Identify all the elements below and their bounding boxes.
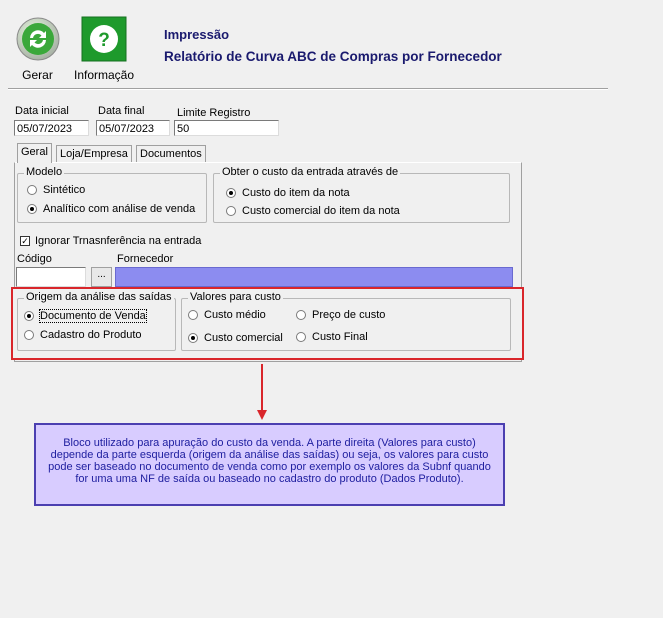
fornecedor-label: Fornecedor: [117, 253, 174, 265]
checkmark-icon: ✓: [21, 236, 29, 246]
refresh-icon: [15, 16, 61, 62]
custo-comercial-label: Custo comercial: [204, 332, 283, 344]
report-title: Relatório de Curva ABC de Compras por Fornecedor: [164, 49, 502, 64]
modelo-sintetico-label: Sintético: [43, 184, 86, 196]
arrow-down-icon: [255, 362, 269, 422]
informacao-label: Informação: [73, 68, 135, 82]
origem-analise-group: [17, 291, 176, 351]
codigo-field[interactable]: [16, 267, 86, 287]
valores-custo-title: Valores para custo: [190, 291, 281, 303]
codigo-label: Código: [17, 253, 52, 265]
radio-selected-icon: [24, 311, 34, 321]
custo-medio-radio[interactable]: [188, 309, 266, 321]
data-inicial-label: Data inicial: [15, 105, 69, 117]
documento-venda-radio[interactable]: [24, 310, 146, 322]
page-title: Impressão: [164, 27, 230, 42]
gerar-button[interactable]: [10, 16, 65, 82]
radio-icon: [24, 330, 34, 340]
origem-analise-title: Origem da análise das saídas: [26, 291, 172, 303]
cadastro-produto-radio[interactable]: [24, 329, 142, 341]
tab-geral[interactable]: Geral: [17, 143, 52, 163]
custo-comercial-nota-label: Custo comercial do item da nota: [242, 205, 400, 217]
custo-medio-label: Custo médio: [204, 309, 266, 321]
gerar-label: Gerar: [22, 68, 53, 82]
custo-final-radio[interactable]: [296, 331, 368, 343]
modelo-analitico-label: Analítico com análise de venda: [43, 203, 196, 215]
radio-selected-icon: [226, 188, 236, 198]
custo-item-nota-radio[interactable]: [226, 187, 350, 199]
tab-documentos[interactable]: Documentos: [136, 145, 206, 162]
modelo-title: Modelo: [26, 166, 63, 178]
modelo-analitico-radio[interactable]: [27, 203, 195, 215]
documento-venda-label: Documento de Venda: [40, 310, 146, 322]
preco-custo-label: Preço de custo: [312, 309, 386, 321]
custo-comercial-radio[interactable]: [188, 332, 283, 344]
radio-icon: [296, 332, 306, 342]
modelo-sintetico-radio[interactable]: [27, 184, 85, 196]
preco-custo-radio[interactable]: [296, 309, 385, 321]
modelo-group: [17, 166, 207, 223]
radio-selected-icon: [188, 333, 198, 343]
annotation-note: Bloco utilizado para apuração do custo da venda. A parte direita (Valores para custo) depende da parte esquerda (origem da análise das saídas) ou seja, os valores para custo pode ser baseado no documento de venda como por exemplo os valores da Subnf quando for uma uma NF de saída ou baseado no cadastro do produto (Dados Produto).: [34, 423, 505, 506]
fornecedor-field[interactable]: [115, 267, 513, 287]
radio-icon: [226, 206, 236, 216]
custo-final-label: Custo Final: [312, 331, 368, 343]
limite-registro-label: Limite Registro: [177, 107, 251, 119]
browse-button[interactable]: ...: [91, 267, 112, 287]
ignorar-transferencia-checkbox[interactable]: [20, 235, 201, 247]
ignorar-transferencia-label: Ignorar Trnasnferência na entrada: [35, 235, 202, 247]
custo-item-nota-label: Custo do item da nota: [242, 187, 350, 199]
data-inicial-field[interactable]: 05/07/2023: [14, 120, 89, 136]
radio-icon: [27, 185, 37, 195]
limite-registro-field[interactable]: 50: [174, 120, 279, 136]
custo-comercial-nota-radio[interactable]: [226, 205, 400, 217]
data-final-label: Data final: [98, 105, 145, 117]
help-icon: [81, 16, 127, 62]
header-divider: [8, 88, 608, 90]
custo-entrada-title: Obter o custo da entrada através de: [222, 166, 399, 178]
cadastro-produto-label: Cadastro do Produto: [40, 329, 142, 341]
radio-selected-icon: [27, 204, 37, 214]
radio-icon: [296, 310, 306, 320]
data-final-field[interactable]: 05/07/2023: [96, 120, 170, 136]
informacao-button[interactable]: [72, 16, 136, 82]
tab-loja-empresa[interactable]: Loja/Empresa: [56, 145, 132, 162]
radio-icon: [188, 310, 198, 320]
svg-text:?: ?: [98, 30, 110, 51]
